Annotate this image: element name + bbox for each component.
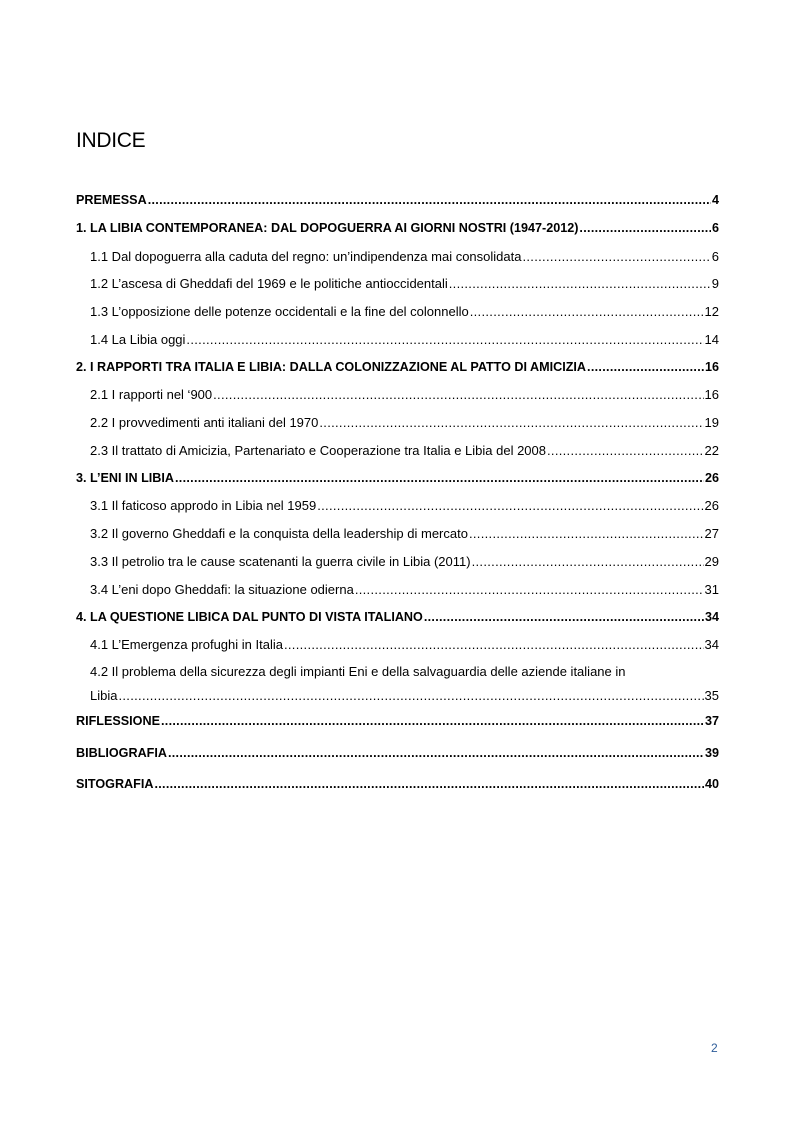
toc-entry-title-line2: Libia — [90, 688, 118, 703]
toc-entry-page: 22 — [704, 443, 719, 458]
toc-entry-page: 34 — [704, 610, 719, 624]
toc-entry-title: SITOGRAFIA — [76, 777, 154, 791]
toc-entry-section-3-3[interactable] — [76, 554, 719, 576]
toc-entry-title: 1.2 L’ascesa di Gheddafi del 1969 e le politiche antioccidentali — [90, 276, 448, 291]
toc-entry-chapter-4[interactable] — [76, 610, 719, 632]
toc-entry-title: RIFLESSIONE — [76, 714, 160, 728]
toc-entry-page: 34 — [704, 637, 719, 652]
toc-entry-title: 2.1 I rapporti nel ‘900 — [90, 387, 213, 402]
toc-entry-page: 39 — [704, 746, 719, 760]
toc-dot-leader — [587, 360, 704, 374]
toc-entry-section-4-2[interactable] — [76, 664, 719, 708]
toc-dot-leader — [469, 526, 704, 541]
toc-entry-page: 40 — [704, 777, 719, 791]
toc-entry-chapter-1[interactable] — [76, 221, 719, 243]
toc-entry-title: 1.4 La Libia oggi — [90, 332, 186, 347]
toc-dot-leader — [148, 193, 711, 207]
toc-dot-leader — [449, 276, 711, 291]
toc-dot-leader — [213, 387, 703, 402]
toc-entry-page: 31 — [704, 582, 719, 597]
toc-entry-sitografia[interactable] — [76, 777, 719, 799]
toc-entry-page: 6 — [711, 249, 719, 264]
toc-entry-page: 35 — [704, 688, 719, 703]
toc-dot-leader — [355, 582, 704, 597]
toc-entry-title: 3.4 L’eni dopo Gheddafi: la situazione odierna — [90, 582, 354, 597]
toc-entry-line2 — [90, 688, 719, 703]
toc-entry-bibliografia[interactable] — [76, 746, 719, 768]
toc-entry-section-1-3[interactable] — [76, 304, 719, 326]
toc-entry-section-2-1[interactable] — [76, 387, 719, 409]
toc-entry-title-line1: 4.2 Il problema della sicurezza degli impianti Eni e della salvaguardia delle aziende italiane in — [90, 664, 626, 679]
toc-dot-leader — [186, 332, 703, 347]
toc-dot-leader — [284, 637, 704, 652]
toc-dot-leader — [470, 304, 704, 319]
toc-entry-page: 4 — [711, 193, 719, 207]
toc-dot-leader — [118, 688, 703, 703]
toc-dot-leader — [547, 443, 704, 458]
toc-entry-title: 4. LA QUESTIONE LIBICA DAL PUNTO DI VISTA ITALIANO — [76, 610, 423, 624]
toc-entry-riflessione[interactable] — [76, 714, 719, 736]
toc-dot-leader — [472, 554, 704, 569]
toc-entry-title: 1.3 L’opposizione delle potenze occidentali e la fine del colonnello — [90, 304, 469, 319]
toc-dot-leader — [579, 221, 711, 235]
toc-entry-section-3-1[interactable] — [76, 498, 719, 520]
toc-entry-title: 3. L’ENI IN LIBIA — [76, 471, 174, 485]
toc-dot-leader — [161, 714, 704, 728]
toc-entry-title: 3.1 Il faticoso approdo in Libia nel 1959 — [90, 498, 317, 513]
toc-entry-page: 27 — [704, 526, 719, 541]
toc-entry-section-2-2[interactable] — [76, 415, 719, 437]
toc-entry-title: 3.2 Il governo Gheddafi e la conquista della leadership di mercato — [90, 526, 468, 541]
toc-entry-title: 1.1 Dal dopoguerra alla caduta del regno: un’indipendenza mai consolidata — [90, 249, 522, 264]
toc-entry-title: 2. I RAPPORTI TRA ITALIA E LIBIA: DALLA COLONIZZAZIONE AL PATTO DI AMICIZIA — [76, 360, 587, 374]
toc-dot-leader — [319, 415, 703, 430]
toc-entry-page: 16 — [704, 387, 719, 402]
toc-entry-page: 16 — [704, 360, 719, 374]
toc-entry-page: 26 — [704, 498, 719, 513]
toc-entry-title: BIBLIOGRAFIA — [76, 746, 167, 760]
toc-entry-premessa[interactable] — [76, 193, 719, 215]
toc-entry-section-1-4[interactable] — [76, 332, 719, 354]
toc-dot-leader — [168, 746, 704, 760]
toc-dot-leader — [154, 777, 704, 791]
toc-entry-page: 19 — [704, 415, 719, 430]
toc-dot-leader — [175, 471, 704, 485]
toc-entry-page: 9 — [711, 276, 719, 291]
toc-dot-leader — [522, 249, 710, 264]
toc-dot-leader — [317, 498, 703, 513]
toc-entry-section-1-1[interactable] — [76, 249, 719, 271]
toc-entry-section-4-1[interactable] — [76, 637, 719, 659]
page-title: INDICE — [76, 129, 146, 152]
toc-entry-title: PREMESSA — [76, 193, 147, 207]
toc-entry-page: 37 — [704, 714, 719, 728]
page-number: 2 — [711, 1041, 718, 1055]
toc-entry-title: 1. LA LIBIA CONTEMPORANEA: DAL DOPOGUERRA AI GIORNI NOSTRI (1947-2012) — [76, 221, 579, 235]
toc-entry-title: 3.3 Il petrolio tra le cause scatenanti la guerra civile in Libia (2011) — [90, 554, 471, 569]
toc-entry-section-1-2[interactable] — [76, 276, 719, 298]
toc-entry-chapter-3[interactable] — [76, 471, 719, 493]
toc-entry-section-2-3[interactable] — [76, 443, 719, 465]
toc-entry-page: 12 — [704, 304, 719, 319]
toc-entry-chapter-2[interactable] — [76, 360, 719, 382]
toc-dot-leader — [424, 610, 704, 624]
toc-entry-page: 26 — [704, 471, 719, 485]
toc-entry-section-3-4[interactable] — [76, 582, 719, 604]
toc-entry-section-3-2[interactable] — [76, 526, 719, 548]
toc-entry-page: 14 — [704, 332, 719, 347]
toc-entry-page: 29 — [704, 554, 719, 569]
toc-entry-page: 6 — [711, 221, 719, 235]
toc-entry-title: 2.3 Il trattato di Amicizia, Partenariato e Cooperazione tra Italia e Libia del 2008 — [90, 443, 546, 458]
toc-entry-title: 2.2 I provvedimenti anti italiani del 1970 — [90, 415, 319, 430]
toc-entry-title: 4.1 L’Emergenza profughi in Italia — [90, 637, 283, 652]
